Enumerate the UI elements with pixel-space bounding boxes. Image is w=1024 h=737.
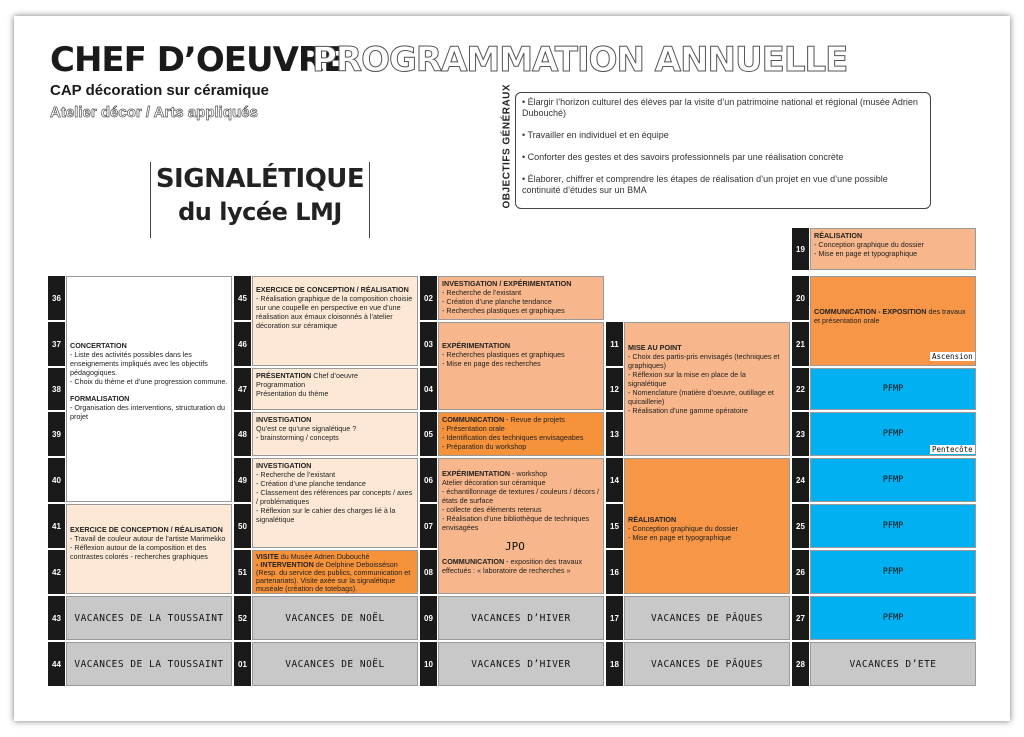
intervention-text: de Delphine Deboisséson (Resp. du service des publics, communication et partenariats). Visite axée sur la signalétique muséale (création de totebags). [256,560,411,593]
cell-communication-1 [438,412,604,456]
week-number: 36 [48,276,65,320]
week-number: 16 [606,550,623,594]
formalisation-text: - Organisation des interventions, structuration du projet [70,403,226,421]
week-number: 47 [234,368,251,410]
experimentation-title: EXPÉRIMENTATION [442,341,511,350]
cell-exercice-2 [252,276,418,366]
mise-au-point-text: - Choix des partis-pris envisagés (techniques et graphiques) - Réflexion sur la mise en place de la signalétique - Nomenclature (matière d’oeuvre, outillage et quicaillerie) - Réalisation d’une gamme opératoire [628,352,780,415]
week-number: 40 [48,458,65,502]
objective-item: • Travailler en individuel et en équipe [522,130,669,140]
investigation2-text: - Recherche de l’existant - Création d’une planche tendance - Classement des références par concepts / axes / problématiques - Réflexion sur le cahier des charges lié à la signalétique [256,470,413,524]
communication-text: - Revue de projets - Présentation orale - Identification des techniques envisageabes - Préparation du workshop [442,415,584,451]
com-expo-text: des travaux et présentation orale [814,307,966,325]
cell-concertation [66,276,232,502]
jpo-label: JPO [505,540,525,553]
week-number: 19 [792,228,809,270]
inv-exp-title: INVESTIGATION / EXPÉRIMENTATION [442,279,572,288]
mise-au-point-title: MISE AU POINT [628,343,682,352]
concertation-text: - Liste des activités possibles dans les enseignements impliqués avec les objectifs pédagogiques. - Choix du thème et d’une progression commune. [70,350,228,386]
cell-realisation-2 [810,228,976,270]
pentecote-label: Pentecôte [932,445,973,454]
signaletique-heading [150,162,370,238]
pfmp-cell: PFMP [810,412,976,456]
week-number: 51 [234,550,251,594]
objective-item: • Élaborer, chiffrer et comprendre les étapes de réalisation d’un projet en vue d’une possible continuité d’études sur un BMA [522,174,888,195]
investigation-title: INVESTIGATION [256,415,312,424]
vacation-hiver: VACANCES D’HIVER [438,642,604,686]
visite-text: du Musée Adrien Dubouché [278,552,370,561]
pfmp-cell: PFMP [810,368,976,410]
vacation-paques: VACANCES DE PÂQUES [624,596,790,640]
week-number: 27 [792,596,809,640]
week-number: 45 [234,276,251,320]
week-number: 42 [48,550,65,594]
week-number: 04 [420,368,437,410]
objective-item: • Élargir l’horizon culturel des élèves par la visite d’un patrimoine national et régional (musée Adrien Dubouché) [522,97,918,118]
presentation-title: PRÉSENTATION [256,371,312,380]
objectives-label-text: OBJECTIFS GÉNÉRAUX [501,83,513,209]
experimentation2-title: EXPÉRIMENTATION [442,469,511,478]
experimentation2-text: - workshop Atelier décoration sur céramique - échantillonnage de textures / couleurs / décors / états de surface - collecte des éléments retenus - Réalisation d’une bibliothèque de techniques envisagées [442,469,600,532]
week-number: 14 [606,458,623,502]
week-number: 12 [606,368,623,410]
presentation-text: Chef d’oeuvre Programmation Présentation du thème [256,371,358,398]
week-number: 17 [606,596,623,640]
title-outline: PROGRAMMATION ANNUELLE [312,40,848,80]
title-main: CHEF D’OEUVRE [50,40,346,80]
concertation-title: CONCERTATION [70,341,127,350]
experimentation-text: - Recherches plastiques et graphiques - Mise en page des recherches [442,350,565,368]
objectives-box [515,92,931,209]
week-number: 39 [48,412,65,456]
pfmp-cell: PFMP [810,504,976,548]
realisation-title: RÉALISATION [628,515,677,524]
investigation-text: Qu’est ce qu’une signalétique ? - brainstorming / concepts [256,424,357,442]
visite-title: VISITE [256,552,279,561]
realisation2-text: - Conception graphique du dossier - Mise en page et typographique [814,240,924,258]
week-number: 28 [792,642,809,686]
week-number: 20 [792,276,809,320]
cell-realisation-1 [624,458,790,594]
week-number: 24 [792,458,809,502]
week-number: 18 [606,642,623,686]
week-number: 21 [792,322,809,366]
cell-presentation [252,368,418,410]
week-number: 49 [234,458,251,502]
com-expo-title: COMMUNICATION - EXPOSITION [814,307,927,316]
week-number: 05 [420,412,437,456]
week-number: 09 [420,596,437,640]
vacation-noel: VACANCES DE NOËL [252,596,418,640]
vacation-paques: VACANCES DE PÂQUES [624,642,790,686]
sig-line1: SIGNALÉTIQUE [155,164,365,194]
week-number: 10 [420,642,437,686]
vacation-hiver: VACANCES D’HIVER [438,596,604,640]
cell-investigation-experimentation [438,276,604,320]
week-number: 13 [606,412,623,456]
subtitle: CAP décoration sur céramique [50,82,269,99]
week-number: 52 [234,596,251,640]
week-number: 03 [420,322,437,366]
cell-experimentation-1 [438,322,604,410]
vacation-toussaint: VACANCES DE LA TOUSSAINT [66,596,232,640]
pfmp-cell: PFMP [810,596,976,640]
week-number: 46 [234,322,251,366]
week-number: 06 [420,458,437,502]
communication-title: COMMUNICATION [442,415,505,424]
exercice2-title: EXERCICE DE CONCEPTION / RÉALISATION [256,285,409,294]
week-number: 41 [48,504,65,548]
objective-item: • Conforter des gestes et des savoirs professionnels par une réalisation concrète [522,152,844,162]
week-number: 37 [48,322,65,366]
vacation-ete: VACANCES D’ETE [810,642,976,686]
cell-mise-au-point [624,322,790,456]
cell-experimentation-2 [438,458,604,594]
exercice2-text: - Réalisation graphique de la composition choisie sur une coupelle en perspective en vue d’une réalisation aux émaux cloisonnés à l’atelier décoration sur céramique [256,294,413,330]
week-number: 26 [792,550,809,594]
realisation-text: - Conception graphique du dossier - Mise en page et typographique [628,524,738,542]
week-number: 43 [48,596,65,640]
pfmp-cell: PFMP [810,550,976,594]
subtitle-outline: Atelier décor / Arts appliqués [50,104,258,121]
week-number: 23 [792,412,809,456]
exercice-text: - Travail de couleur autour de l’artiste Marimekko - Réflexion autour de la composition et des contrastes colorés - recherches graphiques [70,534,226,561]
vacation-noel: VACANCES DE NOËL [252,642,418,686]
week-number: 25 [792,504,809,548]
ascension-label: Ascension [932,352,973,361]
sig-line2: du lycée LMJ [178,198,342,226]
week-number: 38 [48,368,65,410]
week-number: 01 [234,642,251,686]
week-number: 48 [234,412,251,456]
formalisation-title: FORMALISATION [70,394,130,403]
week-number: 22 [792,368,809,410]
investigation2-title: INVESTIGATION [256,461,312,470]
week-number: 07 [420,504,437,548]
cell-investigation-1 [252,412,418,456]
week-number: 15 [606,504,623,548]
week-number: 50 [234,504,251,548]
exercice-title: EXERCICE DE CONCEPTION / RÉALISATION [70,525,223,534]
cell-exercice-1 [66,504,232,594]
pfmp-cell: PFMP [810,458,976,502]
week-number: 02 [420,276,437,320]
communication2-title: COMMUNICATION [442,557,505,566]
intervention-title: - INTERVENTION [256,560,314,569]
cell-investigation-2 [252,458,418,548]
vacation-toussaint: VACANCES DE LA TOUSSAINT [66,642,232,686]
inv-exp-text: - Recherche de l’existant - Création d’une planche tendance - Recherches plastiques et graphiques [442,288,565,315]
week-number: 08 [420,550,437,594]
realisation2-title: RÉALISATION [814,231,863,240]
week-number: 44 [48,642,65,686]
communication2-text: - exposition des travaux effectués : « laboratoire de recherches » [442,557,583,575]
cell-visite [252,550,418,594]
week-number: 11 [606,322,623,366]
